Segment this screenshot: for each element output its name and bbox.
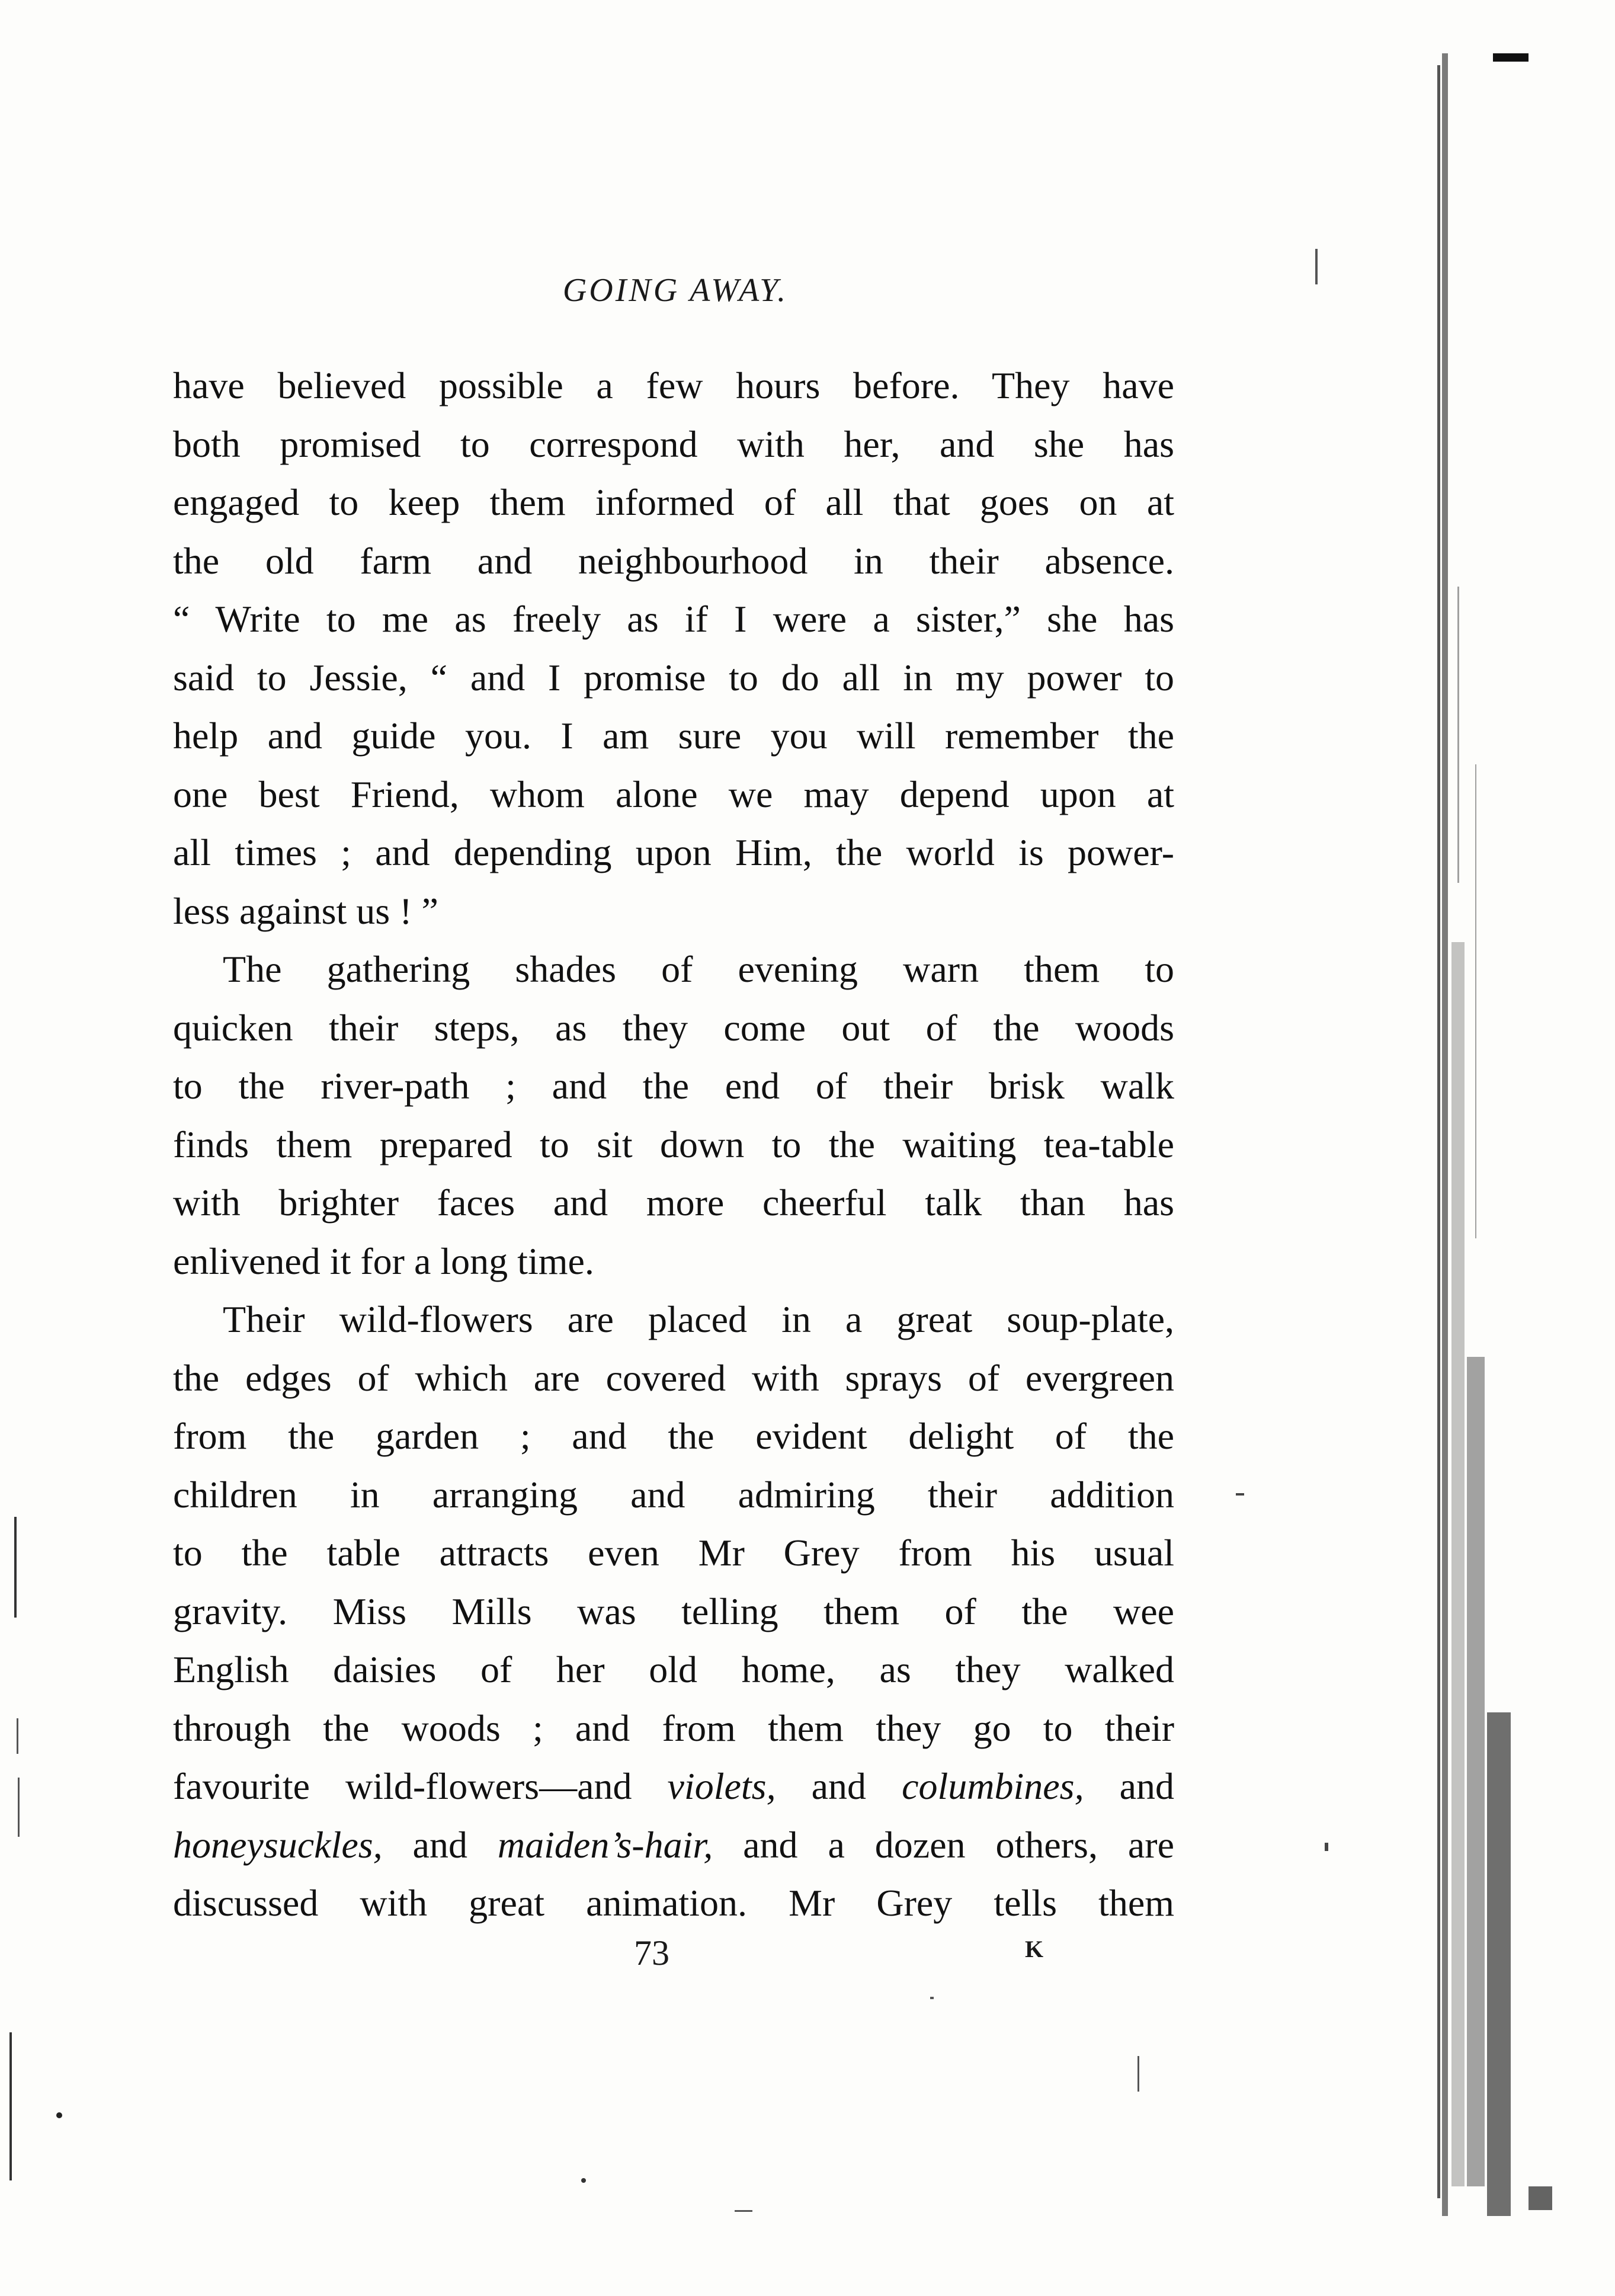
text-line: finds them prepared to sit down to the waiting tea-table: [173, 1123, 1174, 1165]
italic-word: columbines,: [902, 1765, 1084, 1807]
text-line: engaged to keep them informed of all that goes on at: [173, 481, 1174, 523]
italic-word: violets,: [667, 1765, 776, 1807]
text-line: discussed with great animation. Mr Grey tells them: [173, 1882, 1174, 1924]
text-line: to the table attracts even Mr Grey from his usual: [173, 1532, 1174, 1574]
text-line: with brighter faces and more cheerful talk than has: [173, 1181, 1174, 1224]
page-number: 73: [634, 1933, 669, 1972]
text-line: “ Write to me as freely as if I were a sister,” she has: [173, 598, 1174, 640]
text-line: from the garden ; and the evident delight of the: [173, 1415, 1174, 1457]
text-line: one best Friend, whom alone we may depend upon at: [173, 773, 1174, 815]
text-line: all times ; and depending upon Him, the world is power-: [173, 831, 1174, 873]
text-line: help and guide you. I am sure you will remember the: [173, 715, 1174, 757]
text-line: The gathering shades of evening warn them to: [223, 948, 1174, 990]
text-line: enlivened it for a long time.: [173, 1240, 594, 1282]
signature-mark: K: [1025, 1936, 1044, 1962]
text-line: children in arranging and admiring their addition: [173, 1473, 1174, 1516]
italic-word: maiden’s-hair,: [497, 1823, 713, 1866]
text-run: and: [1084, 1765, 1175, 1807]
text-line: gravity. Miss Mills was telling them of the wee: [173, 1590, 1174, 1632]
text-line: Their wild-flowers are placed in a great soup-plate,: [223, 1298, 1174, 1340]
text-line: English daisies of her old home, as they walked: [173, 1648, 1174, 1690]
text-line: to the river-path ; and the end of their brisk walk: [173, 1065, 1174, 1107]
text-line: the edges of which are covered with sprays of evergreen: [173, 1356, 1174, 1399]
text-line: both promised to correspond with her, and she has: [173, 422, 1174, 465]
italic-word: honeysuckles,: [173, 1823, 383, 1866]
text-line: the old farm and neighbourhood in their absence.: [173, 539, 1174, 582]
text-line: quicken their steps, as they come out of the woods: [173, 1006, 1174, 1049]
text-run: and: [382, 1823, 498, 1866]
text-run: favourite wild-flowers—and: [173, 1765, 668, 1807]
text-line: less against us ! ”: [173, 889, 438, 932]
text-line: through the woods ; and from them they go to their: [173, 1706, 1174, 1749]
running-head: GOING AWAY.: [562, 272, 789, 309]
text-run: and: [776, 1765, 902, 1807]
text-line: said to Jessie, “ and I promise to do all in my power to: [173, 656, 1174, 699]
text-line: have believed possible a few hours before. They have: [173, 364, 1174, 406]
text-run: and a dozen others, are: [713, 1823, 1175, 1866]
